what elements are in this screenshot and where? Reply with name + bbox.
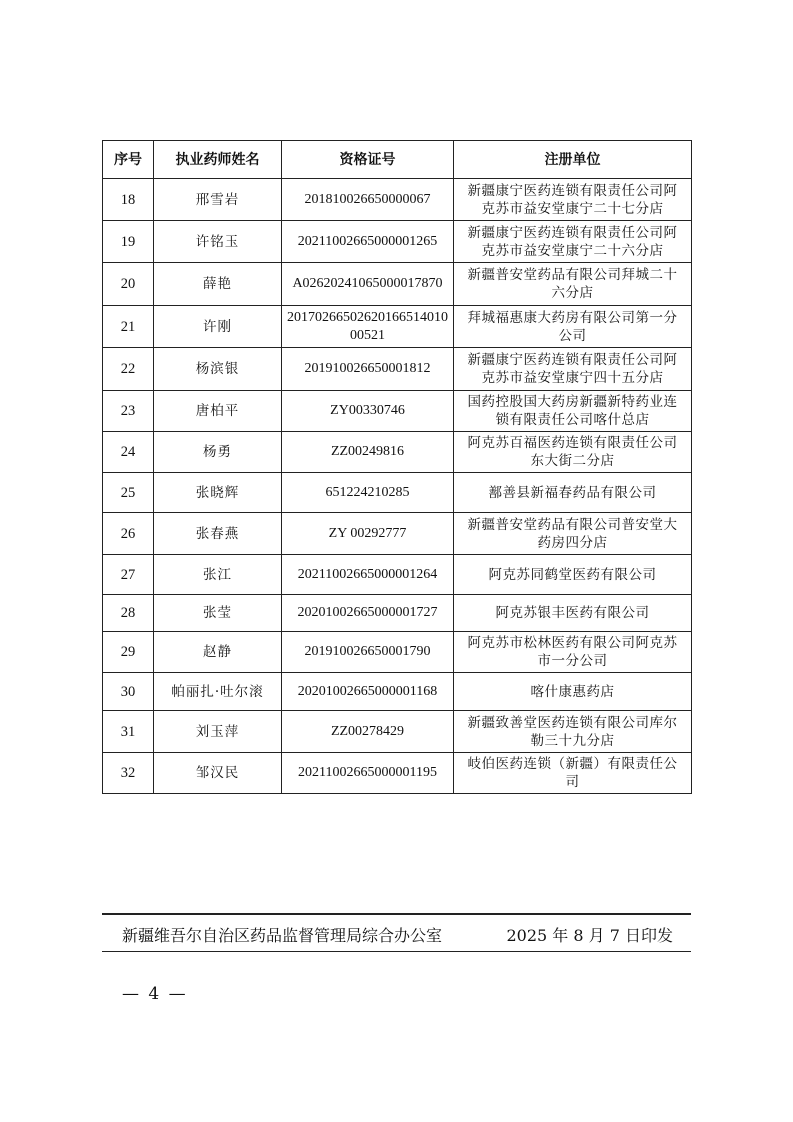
cell-serial: 24	[103, 432, 154, 473]
cell-registered-unit: 阿克苏市松林医药有限公司阿克苏市一分公司	[454, 632, 692, 673]
table-row	[103, 711, 692, 753]
cell-pharmacist-name: 刘玉萍	[154, 711, 282, 753]
cell-serial: 23	[103, 391, 154, 432]
table-row	[103, 306, 692, 348]
cell-certificate-number: ZZ00278429	[282, 711, 454, 753]
footer-issuer: 新疆维吾尔自治区药品监督管理局综合办公室	[122, 925, 443, 945]
cell-registered-unit: 国药控股国大药房新疆新特药业连锁有限责任公司喀什总店	[454, 391, 692, 432]
cell-pharmacist-name: 张春燕	[154, 513, 282, 555]
footer-date: 2025 年 8 月 7 日印发	[506, 925, 673, 945]
cell-pharmacist-name: 杨滨银	[154, 348, 282, 391]
cell-serial: 29	[103, 632, 154, 673]
cell-serial: 32	[103, 753, 154, 794]
cell-pharmacist-name: 邢雪岩	[154, 179, 282, 221]
cell-serial: 27	[103, 555, 154, 595]
cell-pharmacist-name: 张晓辉	[154, 473, 282, 513]
footer-imprint	[102, 922, 691, 946]
cell-certificate-number: 20211002665000001264	[282, 555, 454, 595]
table-row	[103, 595, 692, 632]
table-row	[103, 555, 692, 595]
cell-certificate-number: 651224210285	[282, 473, 454, 513]
cell-serial: 28	[103, 595, 154, 632]
cell-pharmacist-name: 张江	[154, 555, 282, 595]
cell-registered-unit: 阿克苏百福医药连锁有限责任公司东大街二分店	[454, 432, 692, 473]
cell-registered-unit: 新疆康宁医药连锁有限责任公司阿克苏市益安堂康宁二十七分店	[454, 179, 692, 221]
cell-pharmacist-name: 张莹	[154, 595, 282, 632]
cell-certificate-number: A02620241065000017870	[282, 263, 454, 306]
table-row	[103, 513, 692, 555]
cell-pharmacist-name: 许刚	[154, 306, 282, 348]
cell-registered-unit: 阿克苏同鹤堂医药有限公司	[454, 555, 692, 595]
table-row	[103, 391, 692, 432]
cell-registered-unit: 鄯善县新福春药品有限公司	[454, 473, 692, 513]
footer-top-rule	[102, 913, 691, 915]
header-certificate-number: 资格证号	[282, 141, 454, 179]
cell-pharmacist-name: 帕丽扎·吐尔滚	[154, 673, 282, 711]
table-row	[103, 263, 692, 306]
cell-registered-unit: 阿克苏银丰医药有限公司	[454, 595, 692, 632]
cell-certificate-number: 20211002665000001265	[282, 221, 454, 263]
cell-serial: 26	[103, 513, 154, 555]
cell-certificate-number: ZY 00292777	[282, 513, 454, 555]
table-row	[103, 432, 692, 473]
cell-serial: 18	[103, 179, 154, 221]
table-header-row	[103, 141, 692, 179]
cell-serial: 19	[103, 221, 154, 263]
cell-certificate-number: 201810026650000067	[282, 179, 454, 221]
header-pharmacist-name: 执业药师姓名	[154, 141, 282, 179]
cell-serial: 20	[103, 263, 154, 306]
cell-serial: 30	[103, 673, 154, 711]
table-row	[103, 221, 692, 263]
table-body	[103, 179, 692, 794]
cell-serial: 22	[103, 348, 154, 391]
cell-serial: 21	[103, 306, 154, 348]
cell-registered-unit: 拜城福惠康大药房有限公司第一分公司	[454, 306, 692, 348]
cell-registered-unit: 喀什康惠药店	[454, 673, 692, 711]
pharmacist-table	[102, 140, 692, 794]
cell-registered-unit: 新疆普安堂药品有限公司普安堂大药房四分店	[454, 513, 692, 555]
cell-registered-unit: 新疆康宁医药连锁有限责任公司阿克苏市益安堂康宁二十六分店	[454, 221, 692, 263]
table-row	[103, 632, 692, 673]
pharmacist-table-container	[102, 140, 691, 794]
table-row	[103, 473, 692, 513]
cell-pharmacist-name: 许铭玉	[154, 221, 282, 263]
cell-certificate-number: 201910026650001790	[282, 632, 454, 673]
cell-serial: 25	[103, 473, 154, 513]
cell-pharmacist-name: 唐柏平	[154, 391, 282, 432]
cell-certificate-number: 20211002665000001195	[282, 753, 454, 794]
cell-pharmacist-name: 薛艳	[154, 263, 282, 306]
footer-bottom-rule	[102, 951, 691, 952]
page-number: — 4 —	[122, 984, 188, 1004]
table-row	[103, 673, 692, 711]
table-row	[103, 179, 692, 221]
table-row	[103, 348, 692, 391]
cell-certificate-number: 20201002665000001168	[282, 673, 454, 711]
header-registered-unit: 注册单位	[454, 141, 692, 179]
cell-pharmacist-name: 赵静	[154, 632, 282, 673]
cell-registered-unit: 新疆普安堂药品有限公司拜城二十六分店	[454, 263, 692, 306]
cell-pharmacist-name: 邹汉民	[154, 753, 282, 794]
cell-certificate-number: 201910026650001812	[282, 348, 454, 391]
header-serial: 序号	[103, 141, 154, 179]
cell-serial: 31	[103, 711, 154, 753]
cell-certificate-number: ZY00330746	[282, 391, 454, 432]
cell-registered-unit: 新疆致善堂医药连锁有限公司库尔勒三十九分店	[454, 711, 692, 753]
cell-certificate-number: 20201002665000001727	[282, 595, 454, 632]
cell-pharmacist-name: 杨勇	[154, 432, 282, 473]
table-row	[103, 753, 692, 794]
cell-certificate-number: ZZ00249816	[282, 432, 454, 473]
cell-registered-unit: 岐伯医药连锁（新疆）有限责任公司	[454, 753, 692, 794]
cell-certificate-number: 2017026650262016651401000521	[282, 306, 454, 348]
cell-registered-unit: 新疆康宁医药连锁有限责任公司阿克苏市益安堂康宁四十五分店	[454, 348, 692, 391]
